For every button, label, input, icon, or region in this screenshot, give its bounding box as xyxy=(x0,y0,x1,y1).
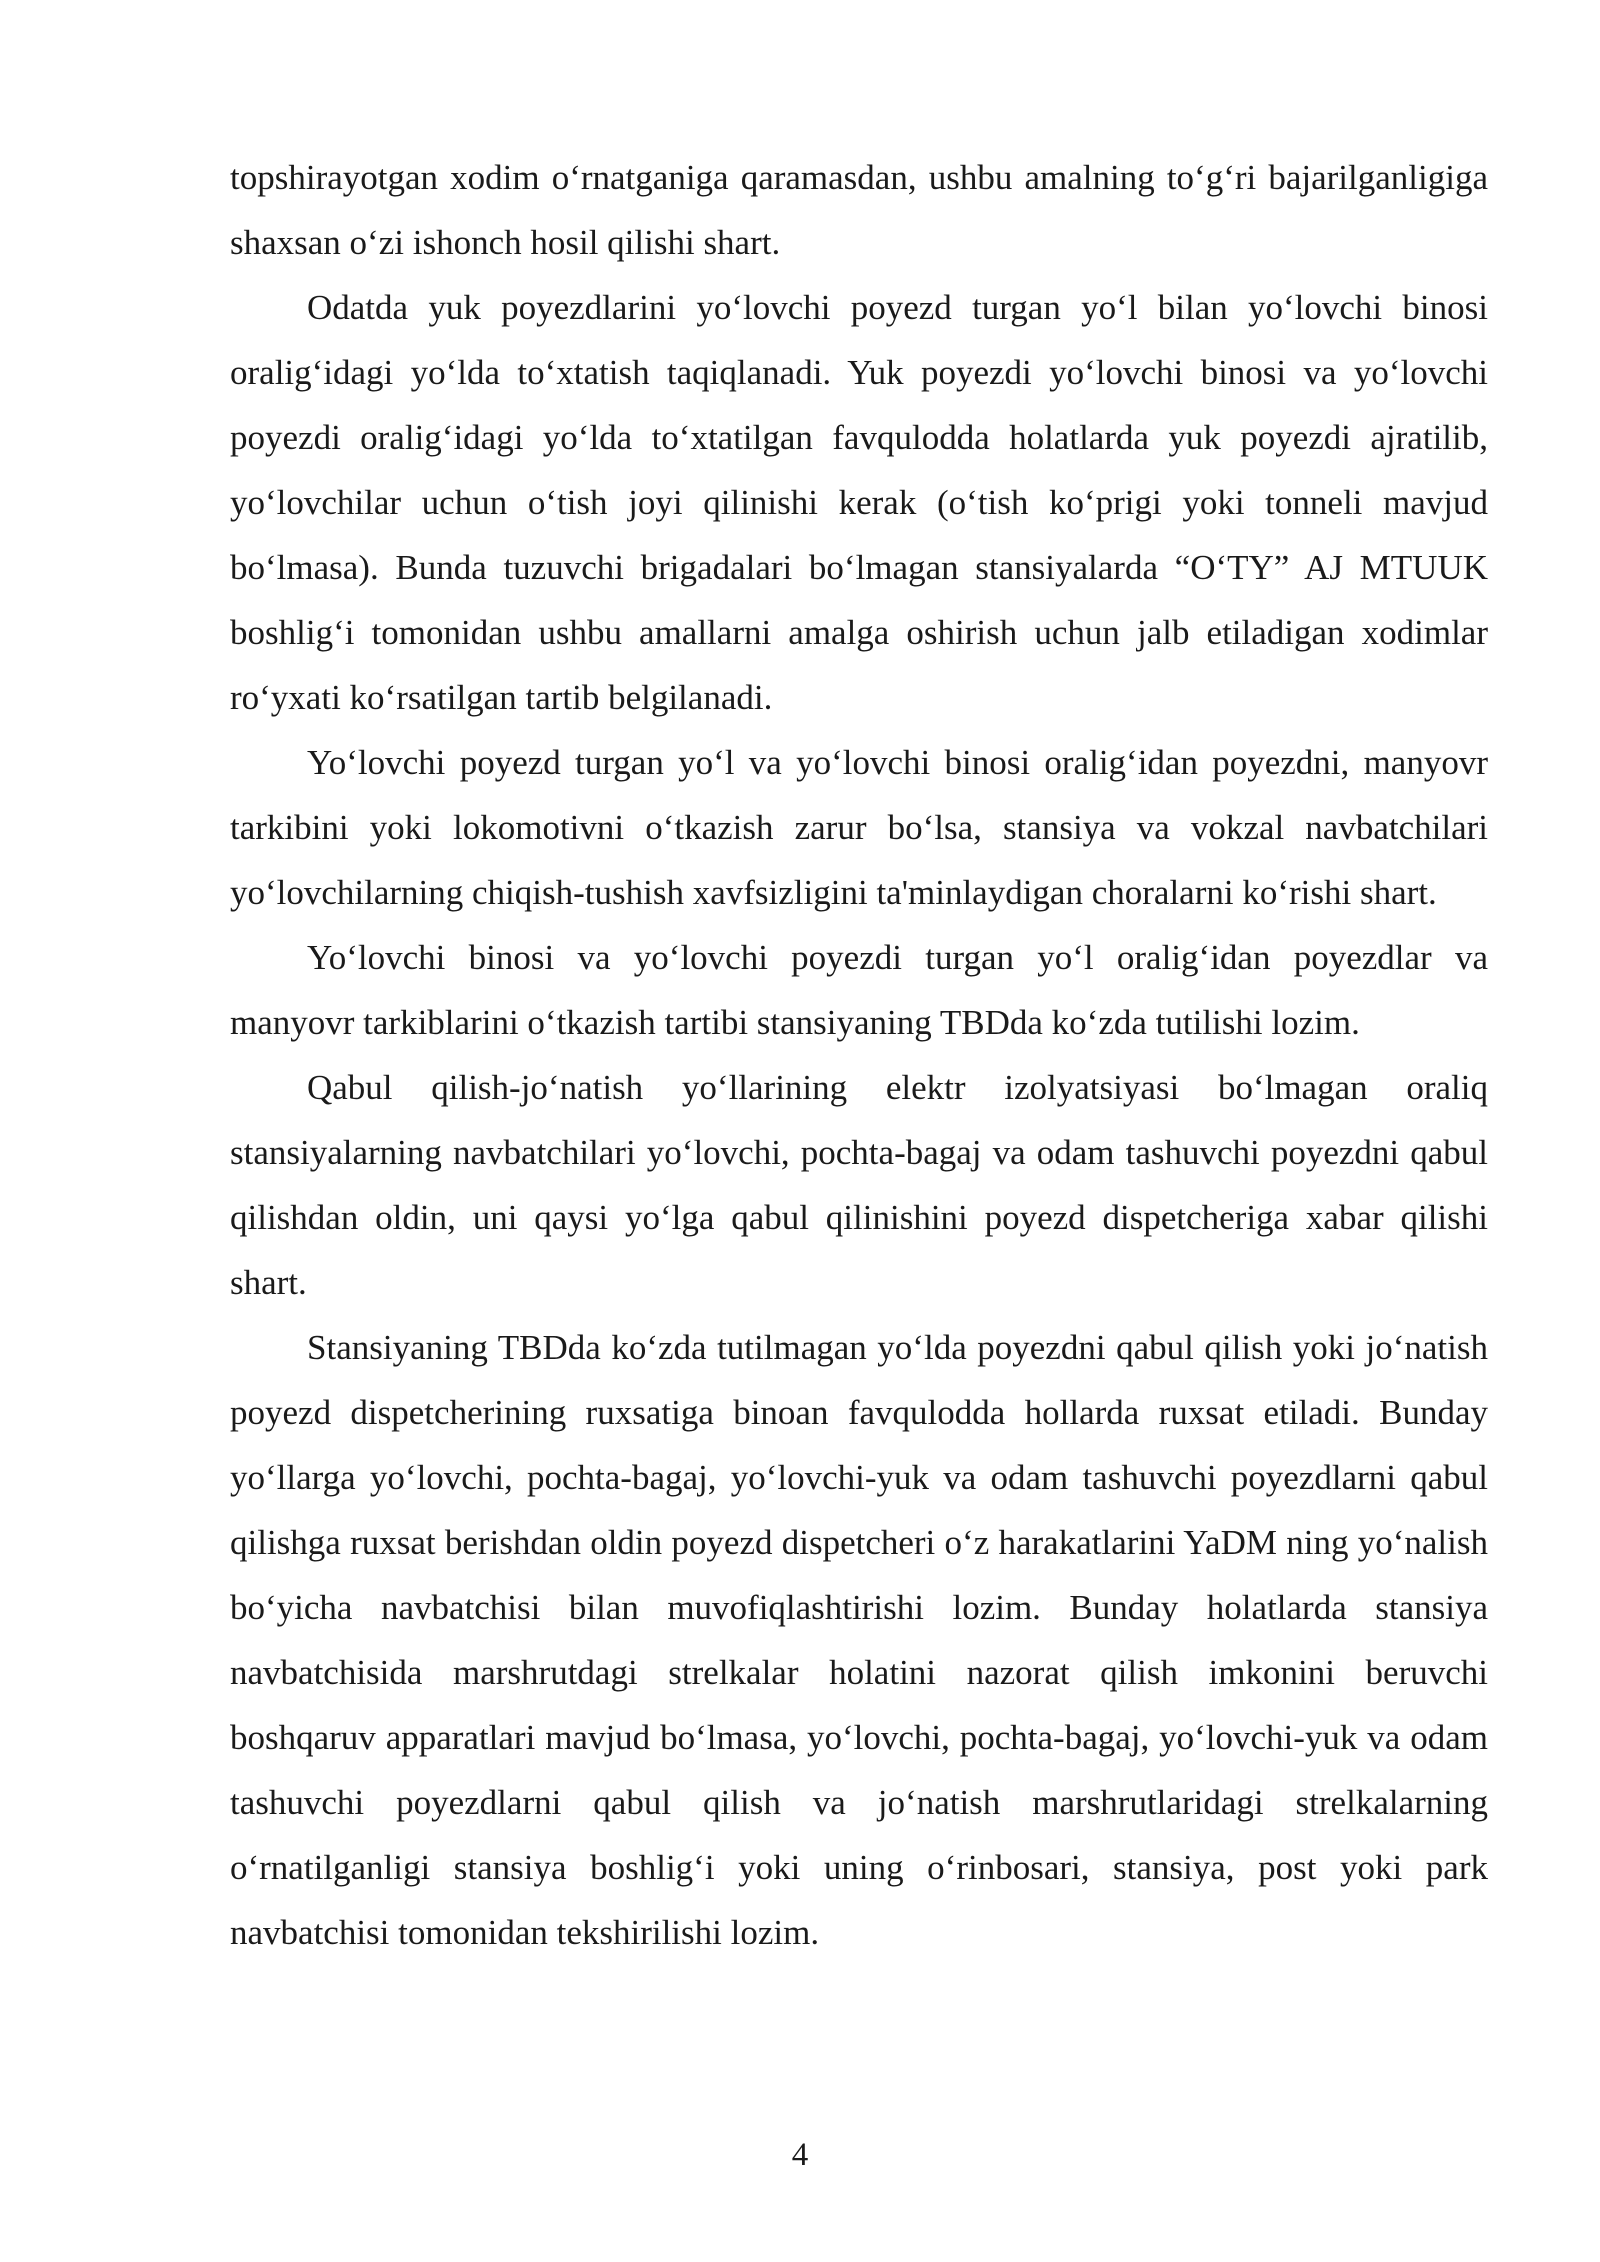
paragraph-5: Qabul qilish-jo‘natish yo‘llarining elektr izolyatsiyasi bo‘lmagan oraliq stansiyalarning navbatchilari yo‘lovchi, pochta-bagaj va odam tashuvchi poyezdni qabul qilishdan oldin, uni qaysi yo‘lga qabul qilinishini poyezd dispetcheriga xabar qilishi shart. xyxy=(230,1068,1488,1302)
paragraph-2: Odatda yuk poyezdlarini yo‘lovchi poyezd turgan yo‘l bilan yo‘lovchi binosi oralig‘idagi yo‘lda to‘xtatish taqiqlanadi. Yuk poyezdi yo‘lovchi binosi va yo‘lovchi poyezdi oralig‘idagi yo‘lda to‘xtatilgan favqulodda holatlarda yuk poyezdi ajratilib, yo‘lovchilar uchun o‘tish joyi qilinishi kerak (o‘tish ko‘prigi yoki tonneli mavjud bo‘lmasa). Bunda tuzuvchi brigadalari bo‘lmagan stansiyalarda “O‘TY” AJ MTUUK boshlig‘i tomonidan ushbu amallarni amalga oshirish uchun jalb etiladigan xodimlar ro‘yxati ko‘rsatilgan tartib belgilanadi. xyxy=(230,288,1488,717)
document-body xyxy=(230,145,1488,1965)
paragraph-3: Yo‘lovchi poyezd turgan yo‘l va yo‘lovchi binosi oralig‘idan poyezdni, manyovr tarkibini yoki lokomotivni o‘tkazish zarur bo‘lsa, stansiya va vokzal navbatchilari yo‘lovchilarning chiqish-tushish xavfsizligini ta'minlaydigan choralarni ko‘rishi shart. xyxy=(230,743,1488,912)
page-number: 4 xyxy=(791,2137,809,2173)
paragraph-4: Yo‘lovchi binosi va yo‘lovchi poyezdi turgan yo‘l oralig‘idan poyezdlar va manyovr tarkiblarini o‘tkazish tartibi stansiyaning TBDda ko‘zda tutilishi lozim. xyxy=(230,938,1488,1042)
paragraph-6: Stansiyaning TBDda ko‘zda tutilmagan yo‘lda poyezdni qabul qilish yoki jo‘natish poyezd dispetcherining ruxsatiga binoan favqulodda hollarda ruxsat etiladi. Bunday yo‘llarga yo‘lovchi, pochta-bagaj, yo‘lovchi-yuk va odam tashuvchi poyezdlarni qabul qilishga ruxsat berishdan oldin poyezd dispetcheri o‘z harakatlarini YaDM ning yo‘nalish bo‘yicha navbatchisi bilan muvofiqlashtirishi lozim. Bunday holatlarda stansiya navbatchisida marshrutdagi strelkalar holatini nazorat qilish imkonini beruvchi boshqaruv apparatlari mavjud bo‘lmasa, yo‘lovchi, pochta-bagaj, yo‘lovchi-yuk va odam tashuvchi poyezdlarni qabul qilish va jo‘natish marshrutlaridagi strelkalarning o‘rnatilganligi stansiya boshlig‘i yoki uning o‘rinbosari, stansiya, post yoki park navbatchisi tomonidan tekshirilishi lozim. xyxy=(230,1328,1488,1952)
paragraph-1: topshirayotgan xodim o‘rnatganiga qaramasdan, ushbu amalning to‘g‘ri bajarilganligiga shaxsan o‘zi ishonch hosil qilishi shart. xyxy=(230,158,1488,262)
